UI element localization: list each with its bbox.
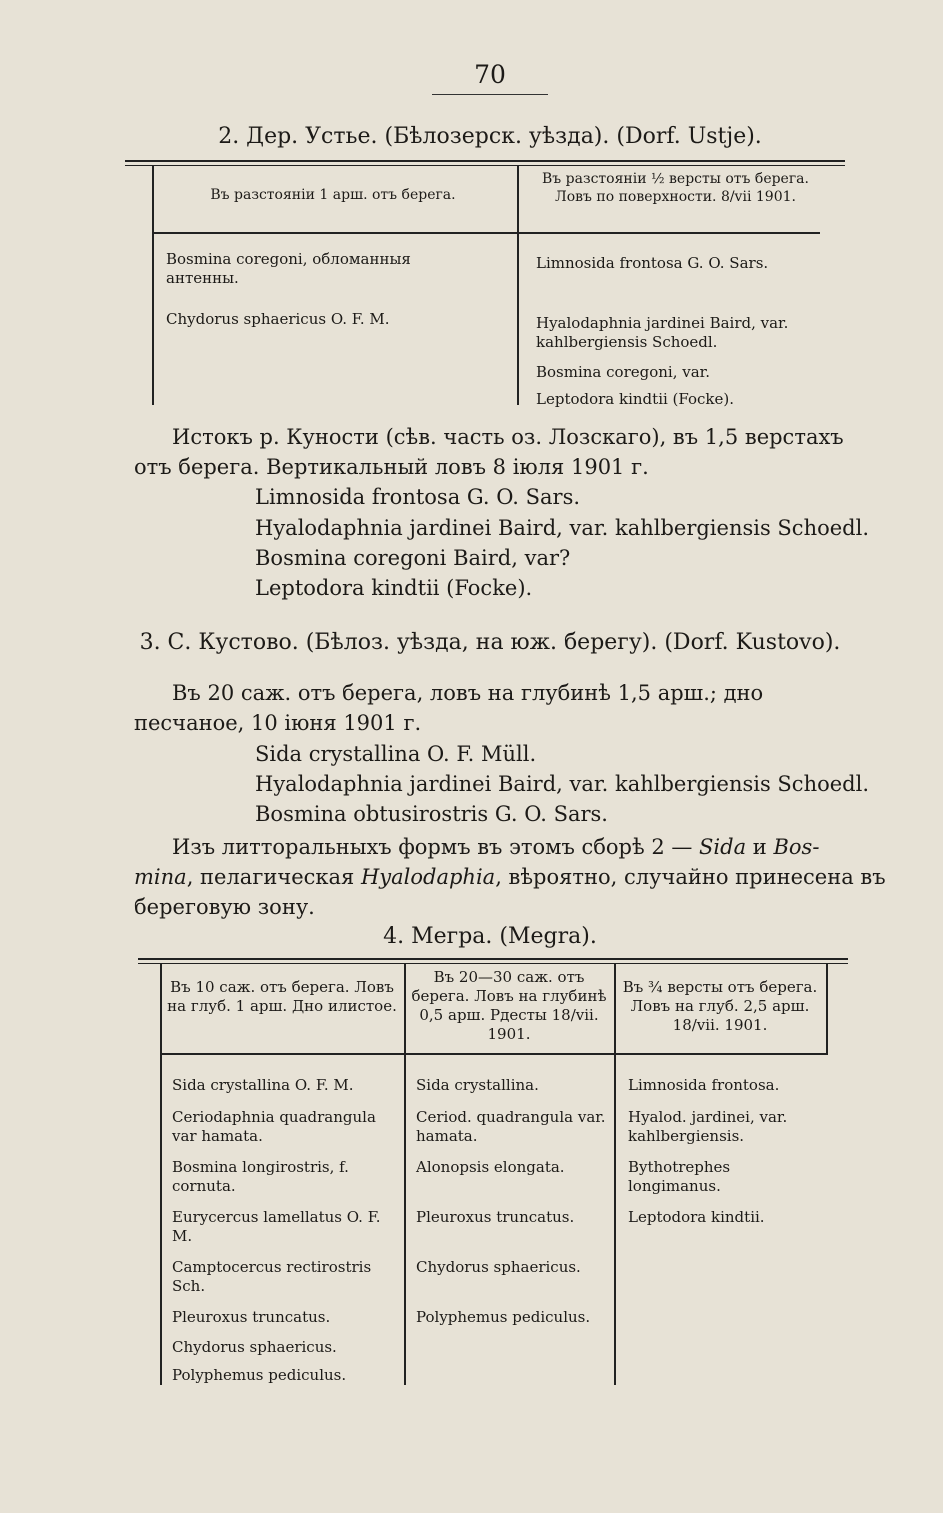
species-line: Hyalodaphnia jardinei Baird, var. kahlbergiensis Schoedl. <box>255 772 869 796</box>
table-header-cell: Въ 10 саж. отъ берега. Ловъ на глуб. 1 арш. Дно илистое. <box>167 978 397 1015</box>
table-header-cell: Въ разстояніи ½ версты отъ берега. Ловъ по поверхности. 8/vii 1901. <box>542 171 809 205</box>
table-left-rule <box>160 963 162 1385</box>
table-top-rule <box>125 160 845 162</box>
note-text: , пелагическая <box>186 865 361 889</box>
paragraph-line: песчаное, 10 іюня 1901 г. <box>134 711 422 735</box>
table-column-rule <box>517 165 519 405</box>
table-cell: Limnosida frontosa G. O. Sars. <box>536 254 769 272</box>
paragraph-line: Въ 20 саж. отъ берега, ловъ на глубинѣ 1,5 арш.; дно <box>172 681 764 705</box>
table-cell: Sida crystallina. <box>416 1076 539 1094</box>
table-cell: Hyalod. jardinei, var. kahlbergiensis. <box>628 1108 788 1145</box>
note-line <box>172 832 819 863</box>
table-header-cell: Въ ¾ версты отъ берега. Ловъ на глуб. 2,5 арш. 18/vii. 1901. <box>622 978 818 1034</box>
section-4-heading: 4. Мегра. (Megra). <box>383 924 597 949</box>
paragraph-line: Истокъ р. Куности (сѣв. часть оз. Лозскаго), въ 1,5 верстахъ <box>172 425 844 449</box>
table-cell: Bosmina longirostris, f. cornuta. <box>172 1158 349 1195</box>
page-number-rule <box>432 94 548 95</box>
table-cell: Bosmina coregoni, обломанныя антенны. <box>166 250 411 287</box>
table-header-rule <box>160 1053 828 1055</box>
note-text: Изъ литторальныхъ формъ въ этомъ сборѣ 2 — <box>172 835 700 859</box>
table-cell: Sida crystallina O. F. M. <box>172 1076 354 1094</box>
table-left-rule <box>152 165 154 405</box>
genus-name: Hyalodaphia <box>360 865 496 889</box>
table-cell: Hyalodaphnia jardinei Baird, var. kahlbergiensis Schoedl. <box>536 314 789 351</box>
table-cell: Leptodora kindtii (Focke). <box>536 390 735 408</box>
table-cell: Camptocercus rectirostris Sch. <box>172 1258 372 1295</box>
genus-name: mina <box>134 865 187 889</box>
species-line: Hyalodaphnia jardinei Baird, var. kahlbergiensis Schoedl. <box>255 516 869 540</box>
table-cell: Chydorus sphaericus. <box>172 1338 337 1356</box>
table-top-rule-thin <box>125 165 845 166</box>
note-line <box>134 862 886 893</box>
table-cell: Chydorus sphaericus O. F. M. <box>166 310 390 328</box>
species-line: Leptodora kindtii (Focke). <box>255 576 533 600</box>
genus-name: Sida <box>699 835 747 859</box>
table-cell: Bosmina coregoni, var. <box>536 363 710 381</box>
paragraph-line: отъ берега. Вертикальный ловъ 8 іюля 1901 г. <box>134 455 649 479</box>
section-3-heading: 3. С. Кустово. (Бѣлоз. уѣзда, на юж. берегу). (Dorf. Kustovo). <box>139 630 841 655</box>
table-cell: Ceriodaphnia quadrangula var hamata. <box>172 1108 376 1145</box>
genus-name: Bos- <box>773 835 820 859</box>
table-cell: Bythotrephes longimanus. <box>628 1158 731 1195</box>
table-right-rule <box>826 963 828 1055</box>
table-cell: Ceriod. quadrangula var. hamata. <box>416 1108 606 1145</box>
table-top-rule <box>138 958 848 960</box>
table-cell: Leptodora kindtii. <box>628 1208 765 1226</box>
note-text: и <box>746 835 774 859</box>
section-2-heading: 2. Дер. Устье. (Бѣлозерск. уѣзда). (Dorf. Ustje). <box>218 124 762 149</box>
table-cell: Pleuroxus truncatus. <box>416 1208 575 1226</box>
species-line: Sida crystallina O. F. Müll. <box>255 742 537 766</box>
table-cell: Eurycercus lamellatus O. F. M. <box>172 1208 381 1245</box>
table-cell: Polyphemus pediculus. <box>172 1366 347 1384</box>
table-cell: Chydorus sphaericus. <box>416 1258 581 1276</box>
page-number: 70 <box>474 60 506 89</box>
table-cell: Limnosida frontosa. <box>628 1076 780 1094</box>
note-line: береговую зону. <box>134 895 315 919</box>
table-cell: Alonopsis elongata. <box>416 1158 565 1176</box>
table-cell: Pleuroxus truncatus. <box>172 1308 331 1326</box>
table-header-cell: Въ разстояніи 1 арш. отъ берега. <box>210 187 456 203</box>
species-line: Bosmina obtusirostris G. O. Sars. <box>255 802 608 826</box>
note-text: , вѣроятно, случайно принесена въ <box>495 865 886 889</box>
table-top-rule-thin <box>138 963 848 964</box>
table-header-cell: Въ 20—30 саж. отъ берега. Ловъ на глубинѣ 0,5 арш. Рдесты 18/vii. 1901. <box>411 968 607 1043</box>
table-column-rule <box>614 963 616 1385</box>
species-line: Bosmina coregoni Baird, var? <box>255 546 571 570</box>
table-column-rule <box>404 963 406 1385</box>
table-cell: Polyphemus pediculus. <box>416 1308 591 1326</box>
table-header-rule <box>152 232 820 234</box>
species-line: Limnosida frontosa G. O. Sars. <box>255 485 581 509</box>
